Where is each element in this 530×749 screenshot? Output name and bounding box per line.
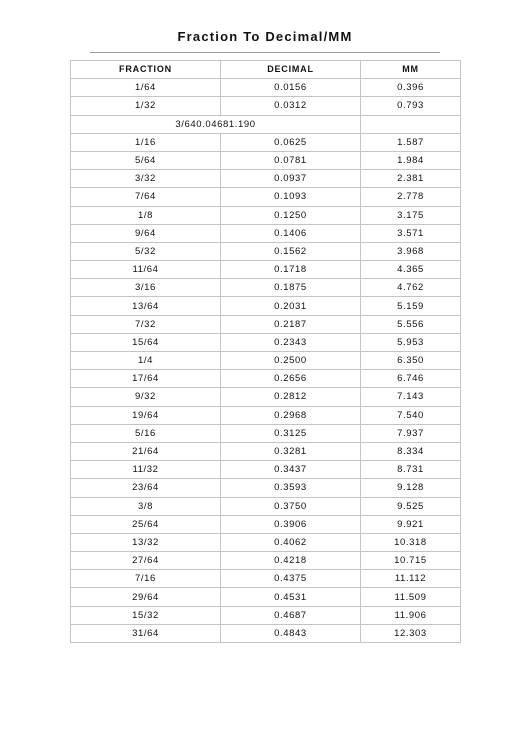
mm-cell: 10.318 [361,533,461,551]
table-row [71,279,461,297]
mm-cell: 11.906 [361,606,461,624]
fraction-cell: 1/32 [71,97,221,115]
mm-cell: 2.778 [361,188,461,206]
mm-cell: 8.334 [361,442,461,460]
mm-cell: 9.525 [361,497,461,515]
table-row [71,515,461,533]
decimal-cell: 0.3281 [221,442,361,460]
mm-cell: 4.762 [361,279,461,297]
merged-cell: 3/640.04681.190 [71,115,361,133]
decimal-cell: 0.3125 [221,424,361,442]
mm-cell: 3.968 [361,242,461,260]
mm-cell: 10.715 [361,552,461,570]
empty-mm-cell [361,115,461,133]
fraction-cell: 5/16 [71,424,221,442]
fraction-cell: 7/32 [71,315,221,333]
mm-cell: 2.381 [361,170,461,188]
decimal-cell: 0.0312 [221,97,361,115]
table-row [71,570,461,588]
decimal-cell: 0.3437 [221,461,361,479]
table-row [71,406,461,424]
fraction-cell: 9/64 [71,224,221,242]
decimal-cell: 0.1718 [221,261,361,279]
decimal-cell: 0.0156 [221,79,361,97]
decimal-cell: 0.2656 [221,370,361,388]
decimal-cell: 0.1093 [221,188,361,206]
mm-cell: 4.365 [361,261,461,279]
decimal-cell: 0.4687 [221,606,361,624]
document-title: Fraction To Decimal/MM [177,29,353,44]
mm-cell: 5.556 [361,315,461,333]
decimal-cell: 0.0625 [221,133,361,151]
mm-cell: 8.731 [361,461,461,479]
table-row [71,297,461,315]
fraction-cell: 29/64 [71,588,221,606]
merged-table-row [71,115,461,133]
fraction-cell: 5/64 [71,151,221,169]
table-row [71,97,461,115]
fraction-cell: 3/16 [71,279,221,297]
fraction-cell: 13/64 [71,297,221,315]
fraction-cell: 11/32 [71,461,221,479]
fraction-cell: 9/32 [71,388,221,406]
table-row [71,606,461,624]
title-divider [90,52,440,53]
fraction-cell: 1/64 [71,79,221,97]
decimal-cell: 0.4218 [221,552,361,570]
fraction-cell: 31/64 [71,624,221,642]
mm-cell: 3.175 [361,206,461,224]
decimal-cell: 0.0937 [221,170,361,188]
fraction-cell: 13/32 [71,533,221,551]
header-fraction: FRACTION [71,61,221,79]
decimal-cell: 0.2500 [221,352,361,370]
decimal-cell: 0.0781 [221,151,361,169]
decimal-cell: 0.1562 [221,242,361,260]
table-row [71,461,461,479]
table-row [71,424,461,442]
table-row [71,624,461,642]
fraction-cell: 3/8 [71,497,221,515]
mm-cell: 7.937 [361,424,461,442]
mm-cell: 6.350 [361,352,461,370]
table-row [71,188,461,206]
mm-cell: 5.159 [361,297,461,315]
table-row [71,497,461,515]
header-mm: MM [361,61,461,79]
table-row [71,479,461,497]
table-row [71,170,461,188]
mm-cell: 0.396 [361,79,461,97]
decimal-cell: 0.2968 [221,406,361,424]
table-row [71,224,461,242]
table-row [71,588,461,606]
decimal-cell: 0.1875 [221,279,361,297]
mm-cell: 11.112 [361,570,461,588]
decimal-cell: 0.4062 [221,533,361,551]
conversion-table [70,60,461,643]
mm-cell: 3.571 [361,224,461,242]
mm-cell: 12.303 [361,624,461,642]
decimal-cell: 0.1250 [221,206,361,224]
fraction-cell: 15/64 [71,333,221,351]
table-row [71,352,461,370]
fraction-cell: 7/64 [71,188,221,206]
table-row [71,79,461,97]
mm-cell: 11.509 [361,588,461,606]
fraction-cell: 5/32 [71,242,221,260]
fraction-cell: 3/32 [71,170,221,188]
decimal-cell: 0.3593 [221,479,361,497]
mm-cell: 6.746 [361,370,461,388]
table-row [71,333,461,351]
mm-cell: 9.128 [361,479,461,497]
fraction-cell: 27/64 [71,552,221,570]
decimal-cell: 0.4843 [221,624,361,642]
fraction-cell: 1/8 [71,206,221,224]
fraction-cell: 7/16 [71,570,221,588]
table-row [71,442,461,460]
fraction-cell: 1/4 [71,352,221,370]
table-row [71,261,461,279]
fraction-cell: 11/64 [71,261,221,279]
table-row [71,370,461,388]
fraction-cell: 15/32 [71,606,221,624]
mm-cell: 1.984 [361,151,461,169]
table-row [71,133,461,151]
header-decimal: DECIMAL [221,61,361,79]
mm-cell: 7.540 [361,406,461,424]
decimal-cell: 0.2343 [221,333,361,351]
fraction-cell: 21/64 [71,442,221,460]
mm-cell: 7.143 [361,388,461,406]
table-row [71,206,461,224]
header-row [71,61,461,79]
table-row [71,242,461,260]
fraction-cell: 23/64 [71,479,221,497]
table-row [71,388,461,406]
mm-cell: 1.587 [361,133,461,151]
decimal-cell: 0.3906 [221,515,361,533]
mm-cell: 5.953 [361,333,461,351]
decimal-cell: 0.4531 [221,588,361,606]
decimal-cell: 0.4375 [221,570,361,588]
table-row [71,552,461,570]
fraction-cell: 1/16 [71,133,221,151]
decimal-cell: 0.2812 [221,388,361,406]
decimal-cell: 0.2187 [221,315,361,333]
table-row [71,533,461,551]
table-row [71,151,461,169]
table-row [71,315,461,333]
mm-cell: 0.793 [361,97,461,115]
fraction-cell: 19/64 [71,406,221,424]
decimal-cell: 0.1406 [221,224,361,242]
fraction-cell: 17/64 [71,370,221,388]
fraction-cell: 25/64 [71,515,221,533]
decimal-cell: 0.3750 [221,497,361,515]
decimal-cell: 0.2031 [221,297,361,315]
mm-cell: 9.921 [361,515,461,533]
